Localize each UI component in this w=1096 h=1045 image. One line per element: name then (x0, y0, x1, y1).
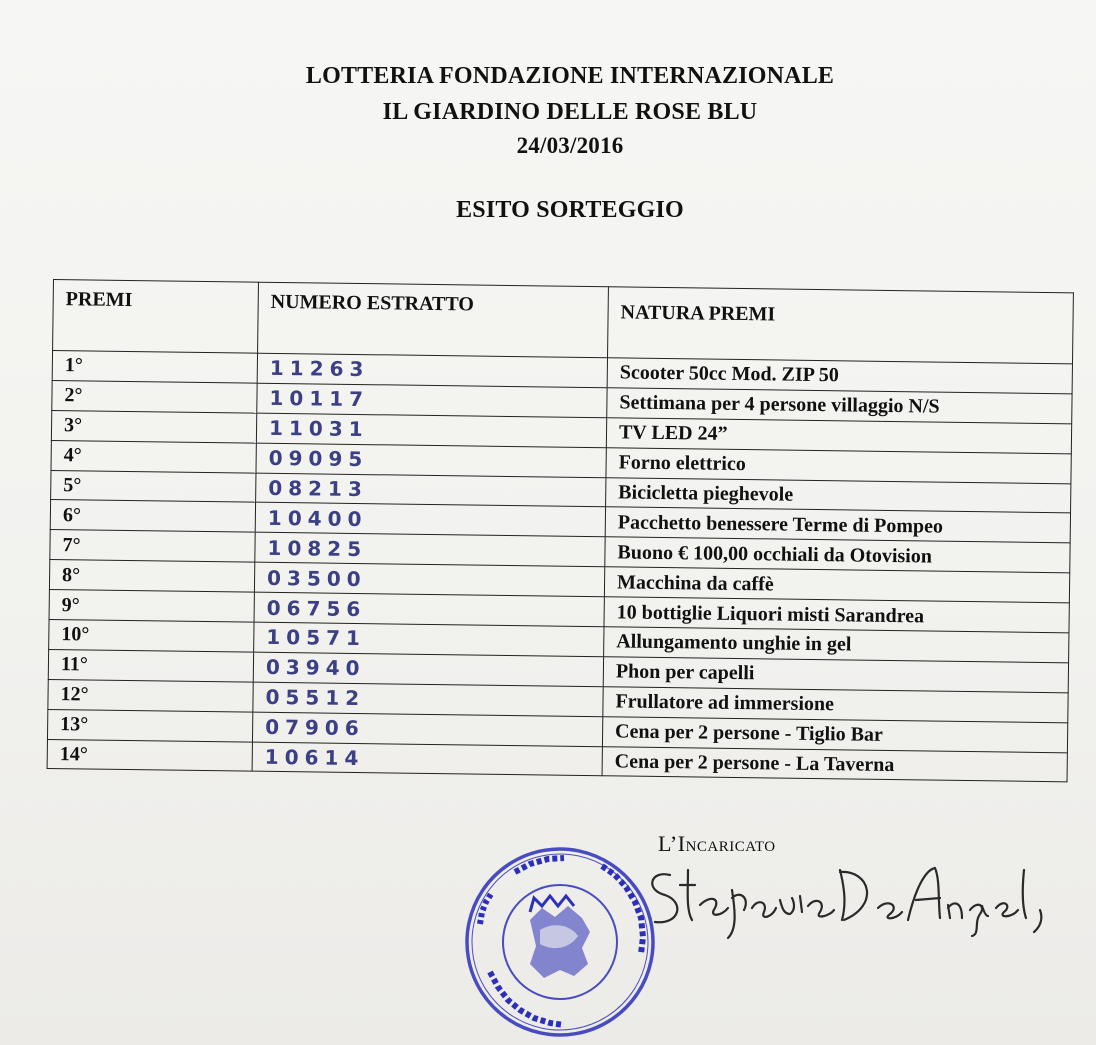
drawn-number-cell: 10614 (252, 742, 602, 776)
drawn-number-cell: 03500 (254, 562, 604, 596)
prize-rank-cell: 3° (51, 410, 256, 443)
prize-rank-cell: 12° (48, 679, 253, 712)
prize-rank-cell: 2° (52, 380, 257, 413)
prize-rank-cell: 14° (47, 739, 252, 772)
section-heading: ESITO SORTEGGIO (456, 197, 684, 223)
prize-rank-cell: 13° (47, 709, 252, 742)
document-date: 24/03/2016 (516, 133, 624, 158)
drawn-number-cell: 10825 (255, 533, 605, 567)
prize-rank-cell: 6° (50, 500, 255, 533)
drawn-number-cell: 10571 (254, 622, 604, 656)
results-body (47, 351, 1072, 783)
column-header-numero: NUMERO ESTRATTO (258, 282, 609, 358)
drawn-number-cell: 11031 (256, 413, 606, 447)
drawn-number-cell: 07906 (252, 712, 602, 746)
prize-description-cell: Bicicletta pieghevole (606, 477, 1071, 513)
prize-rank-cell: 8° (49, 560, 254, 593)
prize-rank-cell: 10° (49, 619, 254, 652)
prize-description-cell: Cena per 2 persone - La Taverna (602, 746, 1067, 782)
table-header-row (53, 280, 1074, 364)
prize-description-cell: 10 bottiglie Liquori misti Sarandrea (604, 597, 1069, 633)
results-table (47, 279, 1074, 783)
prize-rank-cell: 1° (52, 351, 257, 384)
column-header-natura: NATURA PREMI (608, 287, 1074, 364)
drawn-number-cell: 10400 (255, 503, 605, 537)
prize-description-cell: Forno elettrico (606, 447, 1071, 483)
incaricato-label: L’Incaricato (658, 831, 776, 856)
prize-description-cell: Frullatore ad immersione (603, 687, 1068, 723)
drawn-number-cell: 06756 (254, 592, 604, 626)
prize-description-cell: Allungamento unghie in gel (604, 627, 1069, 663)
prize-description-cell: Scooter 50cc Mod. ZIP 50 (607, 358, 1072, 394)
prize-rank-cell: 11° (48, 649, 253, 682)
drawn-number-cell: 08213 (256, 473, 606, 507)
prize-description-cell: Settimana per 4 persone villaggio N/S (607, 388, 1072, 424)
prize-description-cell: Phon per capelli (603, 657, 1068, 693)
signature (640, 850, 1060, 940)
prize-description-cell: TV LED 24” (606, 418, 1071, 454)
prize-description-cell: Cena per 2 persone - Tiglio Bar (602, 716, 1067, 752)
prize-description-cell: Buono € 100,00 occhiali da Otovision (605, 537, 1070, 573)
drawn-number-cell: 10117 (257, 383, 607, 417)
municipal-stamp (460, 842, 660, 1042)
prize-rank-cell: 7° (50, 530, 255, 563)
prize-description-cell: Macchina da caffè (604, 567, 1069, 603)
prize-description-cell: Pacchetto benessere Terme di Pompeo (605, 507, 1070, 543)
column-header-premi: PREMI (53, 280, 259, 354)
drawn-number-cell: 11263 (257, 353, 607, 387)
prize-rank-cell: 4° (51, 440, 256, 473)
drawn-number-cell: 09095 (256, 443, 606, 477)
drawn-number-cell: 05512 (253, 682, 603, 716)
prize-rank-cell: 9° (49, 590, 254, 623)
prize-rank-cell: 5° (51, 470, 256, 503)
drawn-number-cell: 03940 (253, 652, 603, 686)
document-title: LOTTERIA FONDAZIONE INTERNAZIONALE (305, 63, 835, 89)
document-subtitle: IL GIARDINO DELLE ROSE BLU (382, 99, 758, 125)
